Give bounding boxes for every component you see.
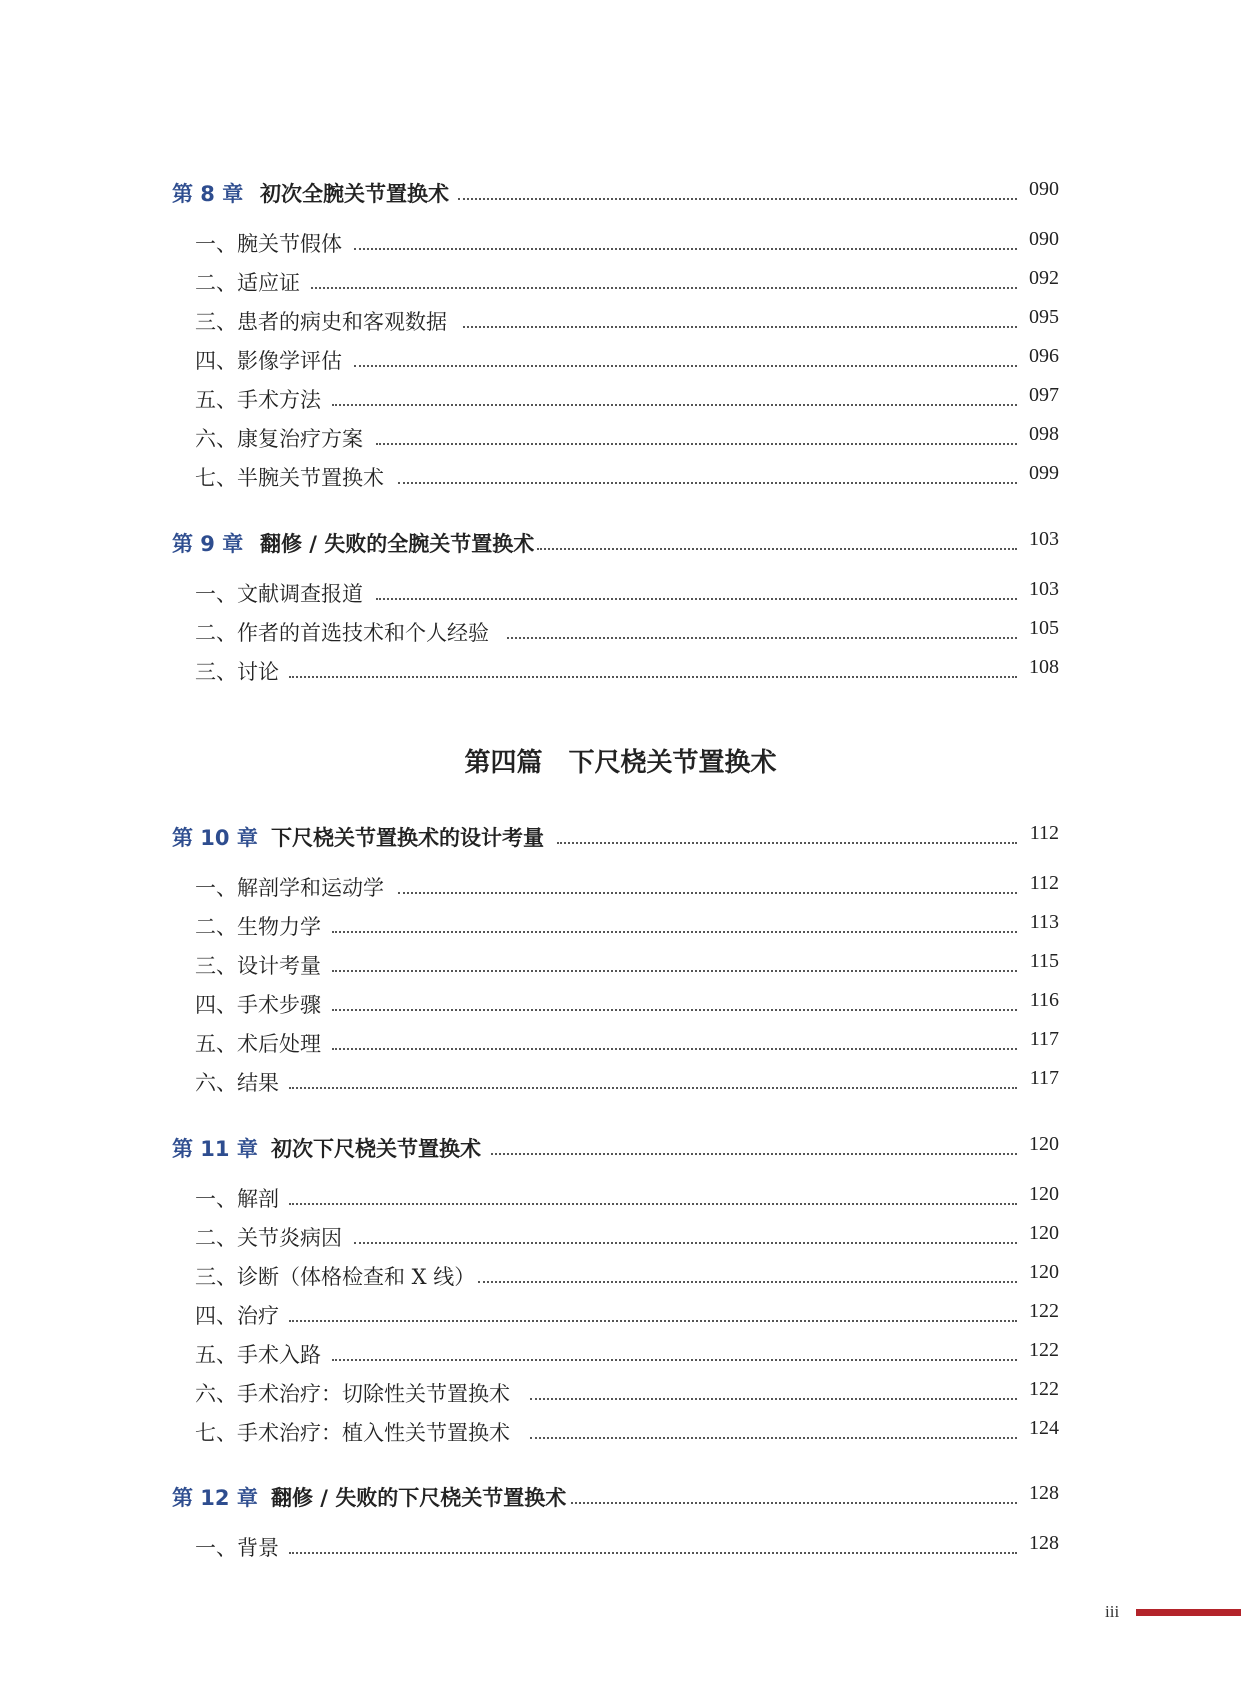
section-title: 六、手术治疗：切除性关节置换术 <box>195 1382 510 1406</box>
dot-leader <box>530 1376 1017 1400</box>
dot-leader <box>398 460 1017 484</box>
page-number: 124 <box>1029 1417 1059 1439</box>
dot-leader <box>376 576 1017 600</box>
chapter-number: 第 10 章 <box>172 826 258 850</box>
page-number: 122 <box>1029 1339 1059 1361</box>
chapter-entry-10[interactable] <box>0 820 1241 850</box>
section-entry[interactable] <box>0 1259 1241 1289</box>
page-number: 122 <box>1029 1378 1059 1400</box>
page-number: 120 <box>1029 1261 1059 1283</box>
dot-leader <box>332 987 1017 1011</box>
page-number: 120 <box>1029 1183 1059 1205</box>
page-number: 095 <box>1029 306 1059 328</box>
dot-leader <box>398 870 1017 894</box>
section-entry[interactable] <box>0 909 1241 939</box>
section-title: 一、解剖 <box>195 1187 279 1211</box>
section-entry[interactable] <box>0 987 1241 1017</box>
chapter-entry-8[interactable] <box>0 176 1241 206</box>
section-title: 一、解剖学和运动学 <box>195 876 384 900</box>
page-number: 096 <box>1029 345 1059 367</box>
dot-leader <box>332 1337 1017 1361</box>
dot-leader <box>507 615 1017 639</box>
dot-leader <box>463 304 1017 328</box>
dot-leader <box>557 820 1017 844</box>
page-number: 092 <box>1029 267 1059 289</box>
chapter-number: 第 8 章 <box>172 182 244 206</box>
page-number: 128 <box>1029 1482 1059 1504</box>
section-title: 一、背景 <box>195 1536 279 1560</box>
chapter-number: 第 9 章 <box>172 532 244 556</box>
page-number: 113 <box>1029 911 1059 933</box>
page-number: 120 <box>1029 1133 1059 1155</box>
section-title: 四、治疗 <box>195 1304 279 1328</box>
section-title: 一、文献调查报道 <box>195 582 363 606</box>
section-title: 四、影像学评估 <box>195 349 342 373</box>
section-entry[interactable] <box>0 1415 1241 1445</box>
chapter-title: 下尺桡关节置换术的设计考量 <box>271 826 544 850</box>
chapter-title: 初次下尺桡关节置换术 <box>271 1137 481 1161</box>
dot-leader <box>354 226 1017 250</box>
page-number: 116 <box>1029 989 1059 1011</box>
section-entry[interactable] <box>0 1337 1241 1367</box>
chapter-entry-11[interactable] <box>0 1131 1241 1161</box>
section-entry[interactable] <box>0 304 1241 334</box>
dot-leader <box>289 1530 1017 1554</box>
page-number: 098 <box>1029 423 1059 445</box>
page-number: 128 <box>1029 1532 1059 1554</box>
section-entry[interactable] <box>0 460 1241 490</box>
dot-leader <box>332 948 1017 972</box>
section-title: 二、适应证 <box>195 271 300 295</box>
page-number: 112 <box>1029 872 1059 894</box>
section-entry[interactable] <box>0 226 1241 256</box>
page-number: 103 <box>1029 578 1059 600</box>
page-number: 120 <box>1029 1222 1059 1244</box>
page-number: 105 <box>1029 617 1059 639</box>
page-folio: iii <box>1105 1602 1120 1621</box>
page-number: 122 <box>1029 1300 1059 1322</box>
section-entry[interactable] <box>0 1220 1241 1250</box>
dot-leader <box>289 1181 1017 1205</box>
section-title: 七、半腕关节置换术 <box>195 466 384 490</box>
section-title: 三、设计考量 <box>195 954 321 978</box>
section-entry[interactable] <box>0 615 1241 645</box>
dot-leader <box>354 343 1017 367</box>
chapter-entry-9[interactable] <box>0 526 1241 556</box>
page-number: 112 <box>1029 822 1059 844</box>
dot-leader <box>289 1065 1017 1089</box>
chapter-number: 第 11 章 <box>172 1137 258 1161</box>
section-title: 六、结果 <box>195 1071 279 1095</box>
page-number: 097 <box>1029 384 1059 406</box>
section-entry[interactable] <box>0 382 1241 412</box>
section-entry[interactable] <box>0 948 1241 978</box>
page-number: 117 <box>1029 1067 1059 1089</box>
section-entry[interactable] <box>0 1181 1241 1211</box>
page-number: 103 <box>1029 528 1059 550</box>
page-number: 108 <box>1029 656 1059 678</box>
chapter-title: 翻修 / 失败的下尺桡关节置换术 <box>271 1486 567 1510</box>
section-title: 五、手术方法 <box>195 388 321 412</box>
section-title: 四、手术步骤 <box>195 993 321 1017</box>
dot-leader <box>491 1131 1017 1155</box>
dot-leader <box>530 1415 1017 1439</box>
dot-leader <box>332 382 1017 406</box>
dot-leader <box>311 265 1017 289</box>
section-title: 二、作者的首选技术和个人经验 <box>195 621 489 645</box>
page-number: 090 <box>1029 178 1059 200</box>
section-entry[interactable] <box>0 1065 1241 1095</box>
chapter-title: 翻修 / 失败的全腕关节置换术 <box>260 532 535 556</box>
section-entry[interactable] <box>0 576 1241 606</box>
section-title: 一、腕关节假体 <box>195 232 342 256</box>
chapter-title: 初次全腕关节置换术 <box>260 182 449 206</box>
dot-leader <box>571 1480 1017 1504</box>
section-entry[interactable] <box>0 265 1241 295</box>
dot-leader <box>478 1259 1017 1283</box>
section-title: 二、关节炎病因 <box>195 1226 342 1250</box>
page-number: 090 <box>1029 228 1059 250</box>
part-title: 第四篇 下尺桡关节置换术 <box>464 748 777 778</box>
section-entry[interactable] <box>0 421 1241 451</box>
section-title: 三、诊断（体格检查和 X 线） <box>195 1265 476 1289</box>
section-entry[interactable] <box>0 654 1241 684</box>
dot-leader <box>289 654 1017 678</box>
section-entry[interactable] <box>0 1298 1241 1328</box>
section-title: 三、患者的病史和客观数据 <box>195 310 447 334</box>
section-entry[interactable] <box>0 870 1241 900</box>
section-entry[interactable] <box>0 1026 1241 1056</box>
footer-accent-bar <box>1136 1609 1241 1616</box>
section-entry[interactable] <box>0 1376 1241 1406</box>
section-title: 六、康复治疗方案 <box>195 427 363 451</box>
section-entry[interactable] <box>0 1530 1241 1560</box>
page-number: 115 <box>1029 950 1059 972</box>
section-title: 五、术后处理 <box>195 1032 321 1056</box>
dot-leader <box>354 1220 1017 1244</box>
dot-leader <box>537 526 1017 550</box>
chapter-number: 第 12 章 <box>172 1486 258 1510</box>
page-number: 117 <box>1029 1028 1059 1050</box>
section-title: 二、生物力学 <box>195 915 321 939</box>
page-number: 099 <box>1029 462 1059 484</box>
dot-leader <box>289 1298 1017 1322</box>
dot-leader <box>332 909 1017 933</box>
dot-leader <box>458 176 1017 200</box>
dot-leader <box>332 1026 1017 1050</box>
section-title: 七、手术治疗：植入性关节置换术 <box>195 1421 510 1445</box>
section-title: 三、讨论 <box>195 660 279 684</box>
section-title: 五、手术入路 <box>195 1343 321 1367</box>
dot-leader <box>376 421 1017 445</box>
chapter-entry-12[interactable] <box>0 1480 1241 1510</box>
section-entry[interactable] <box>0 343 1241 373</box>
